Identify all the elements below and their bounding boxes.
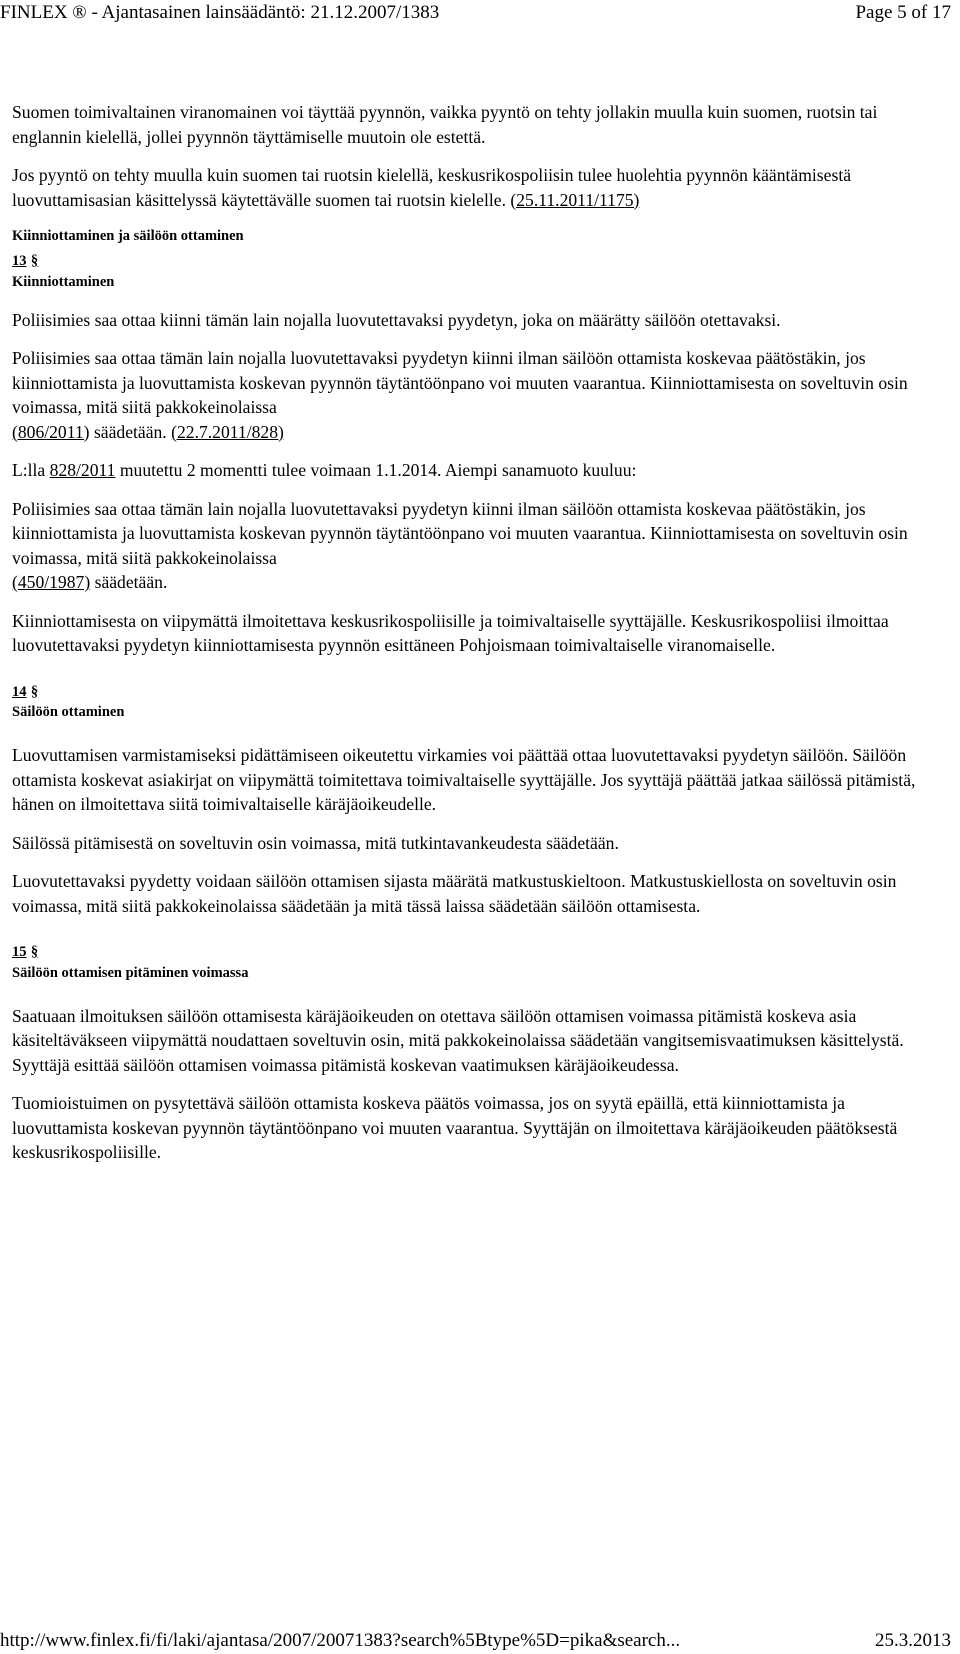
paragraph-text: säädetään.	[94, 572, 168, 592]
paragraph-text: Poliisimies saa ottaa tämän lain nojalla luovutettavaksi pyydetyn kiinni ilman säilöön ottamista koskevaa päätöstäkin, jos kiinniottamista ja luovuttamista koskevan pyynnön täytäntöönpano voi muuten vaarantua. Kiinniottamisesta on soveltuvin osin voimassa, mitä siitä pakkokeinolaissa	[12, 498, 908, 568]
section-15-number[interactable]	[12, 938, 940, 963]
page-header	[0, 0, 960, 26]
page-footer	[0, 1628, 960, 1654]
paragraph-text: säädetään.	[93, 421, 167, 442]
paragraph	[12, 346, 940, 444]
paragraph: Kiinniottamisesta on viipymättä ilmoitettava keskusrikospoliisille ja toimivaltaiselle syyttäjälle. Keskusrikospoliisi ilmoittaa luovutettavaksi pyydetyn kiinniottamisesta pyynnön esittäneen Pohjoismaan toimivaltaiselle viranomaiselle.	[12, 610, 889, 655]
paragraph-text: muutettu 2 momentti tulee voimaan 1.1.2014. Aiempi sanamuoto kuuluu:	[119, 460, 637, 480]
statute-link[interactable]: 828/2011	[49, 460, 116, 480]
section-link[interactable]: 15	[12, 944, 27, 960]
statute-link[interactable]: (450/1987)	[12, 572, 91, 592]
paragraph: Säilössä pitämisestä on soveltuvin osin voimassa, mitä tutkintavankeudesta säädetään.	[12, 832, 619, 853]
section-title: Säilöön ottamisen pitäminen voimassa	[12, 964, 249, 981]
header-title: FINLEX ® - Ajantasainen lainsäädäntö: 21.12.2007/1383	[0, 2, 440, 23]
paragraph: Suomen toimivaltainen viranomainen voi täyttää pyynnön, vaikka pyyntö on tehty jollakin muulla kuin suomen, ruotsin tai englannin kielellä, jollei pyynnön täyttämiselle muutoin ole estettä.	[12, 102, 878, 147]
amendment-link[interactable]: (25.11.2011/1175)	[510, 189, 640, 210]
statute-link[interactable]: (806/2011)	[12, 421, 90, 442]
section-title: Säilöön ottaminen	[12, 704, 125, 720]
section-sign[interactable]: §	[30, 683, 39, 700]
section-sign[interactable]: §	[30, 944, 39, 960]
footer-url: http://www.finlex.fi/fi/laki/ajantasa/2007/20071383?search%5Btype%5D=pika&search...	[0, 1630, 681, 1651]
section-title: Kiinniottaminen	[12, 273, 115, 290]
section-13-number[interactable]	[12, 247, 940, 272]
page-number: Page 5 of 17	[855, 2, 951, 23]
paragraph	[12, 163, 940, 212]
section-14-number[interactable]	[12, 678, 940, 703]
section-link[interactable]: 14	[12, 683, 27, 700]
paragraph: Saatuaan ilmoituksen säilöön ottamisesta käräjäoikeuden on otettava säilöön ottamisen voimassa pitämistä koskeva asia käsiteltäväkseen viipymättä noudattaen soveltuvin osin, mitä pakkokeinolaissa säädetään vangitsemisvaatimuksen käsittelystä. Syyttäjä esittää säilöön ottamisen voimassa pitämistä koskevan vaatimuksen käräjäoikeudessa.	[12, 1005, 904, 1075]
paragraph	[12, 458, 940, 483]
section-link[interactable]: 13	[12, 253, 27, 269]
paragraph-text: L:lla	[12, 460, 46, 480]
section-sign[interactable]: §	[30, 253, 39, 269]
document-body	[12, 100, 940, 1179]
chapter-heading: Kiinniottaminen ja säilöön ottaminen	[12, 228, 244, 244]
paragraph-text: Jos pyyntö on tehty muulla kuin suomen tai ruotsin kielellä, keskusrikospoliisin tulee huolehtia pyynnön kääntämisestä luovuttamisasian käsittelyssä käytettävälle suomen tai ruotsin kielelle.	[12, 165, 852, 210]
paragraph	[12, 497, 940, 595]
paragraph: Luovutettavaksi pyydetty voidaan säilöön ottamisen sijasta määrätä matkustuskieltoon. Matkustuskiellosta on soveltuvin osin voimassa, mitä siitä pakkokeinolaissa säädetään ja mitä tässä laissa säädetään säilöön ottamisesta.	[12, 871, 897, 916]
amendment-link[interactable]: (22.7.2011/828)	[171, 421, 284, 442]
paragraph: Luovuttamisen varmistamiseksi pidättämiseen oikeutettu virkamies voi päättää ottaa luovutettavaksi pyydetyn säilöön. Säilöön ottamista koskevat asiakirjat on viipymättä toimitettava toimivaltaiselle syyttäjälle. Jos syyttäjä päättää jatkaa säilössä pitämistä, hänen on ilmoitettava siitä toimivaltaiselle käräjäoikeudelle.	[12, 745, 916, 814]
paragraph-text: Poliisimies saa ottaa tämän lain nojalla luovutettavaksi pyydetyn kiinni ilman säilöön ottamista koskevaa päätöstäkin, jos kiinniottamista ja luovuttamista koskevan pyynnön täytäntöönpano voi muuten vaarantua. Kiinniottamisesta on soveltuvin osin voimassa, mitä siitä pakkokeinolaissa	[12, 348, 908, 417]
paragraph: Tuomioistuimen on pysytettävä säilöön ottamista koskeva päätös voimassa, jos on syytä epäillä, että kiinniottamista ja luovuttamista koskevan pyynnön täytäntöönpano voi muuten vaarantua. Syyttäjän on ilmoitettava käräjäoikeuden päätöksestä keskusrikospoliisille.	[12, 1093, 898, 1162]
paragraph: Poliisimies saa ottaa kiinni tämän lain nojalla luovutettavaksi pyydetyn, joka on määrätty säilöön otettavaksi.	[12, 309, 781, 330]
footer-date: 25.3.2013	[875, 1630, 951, 1651]
